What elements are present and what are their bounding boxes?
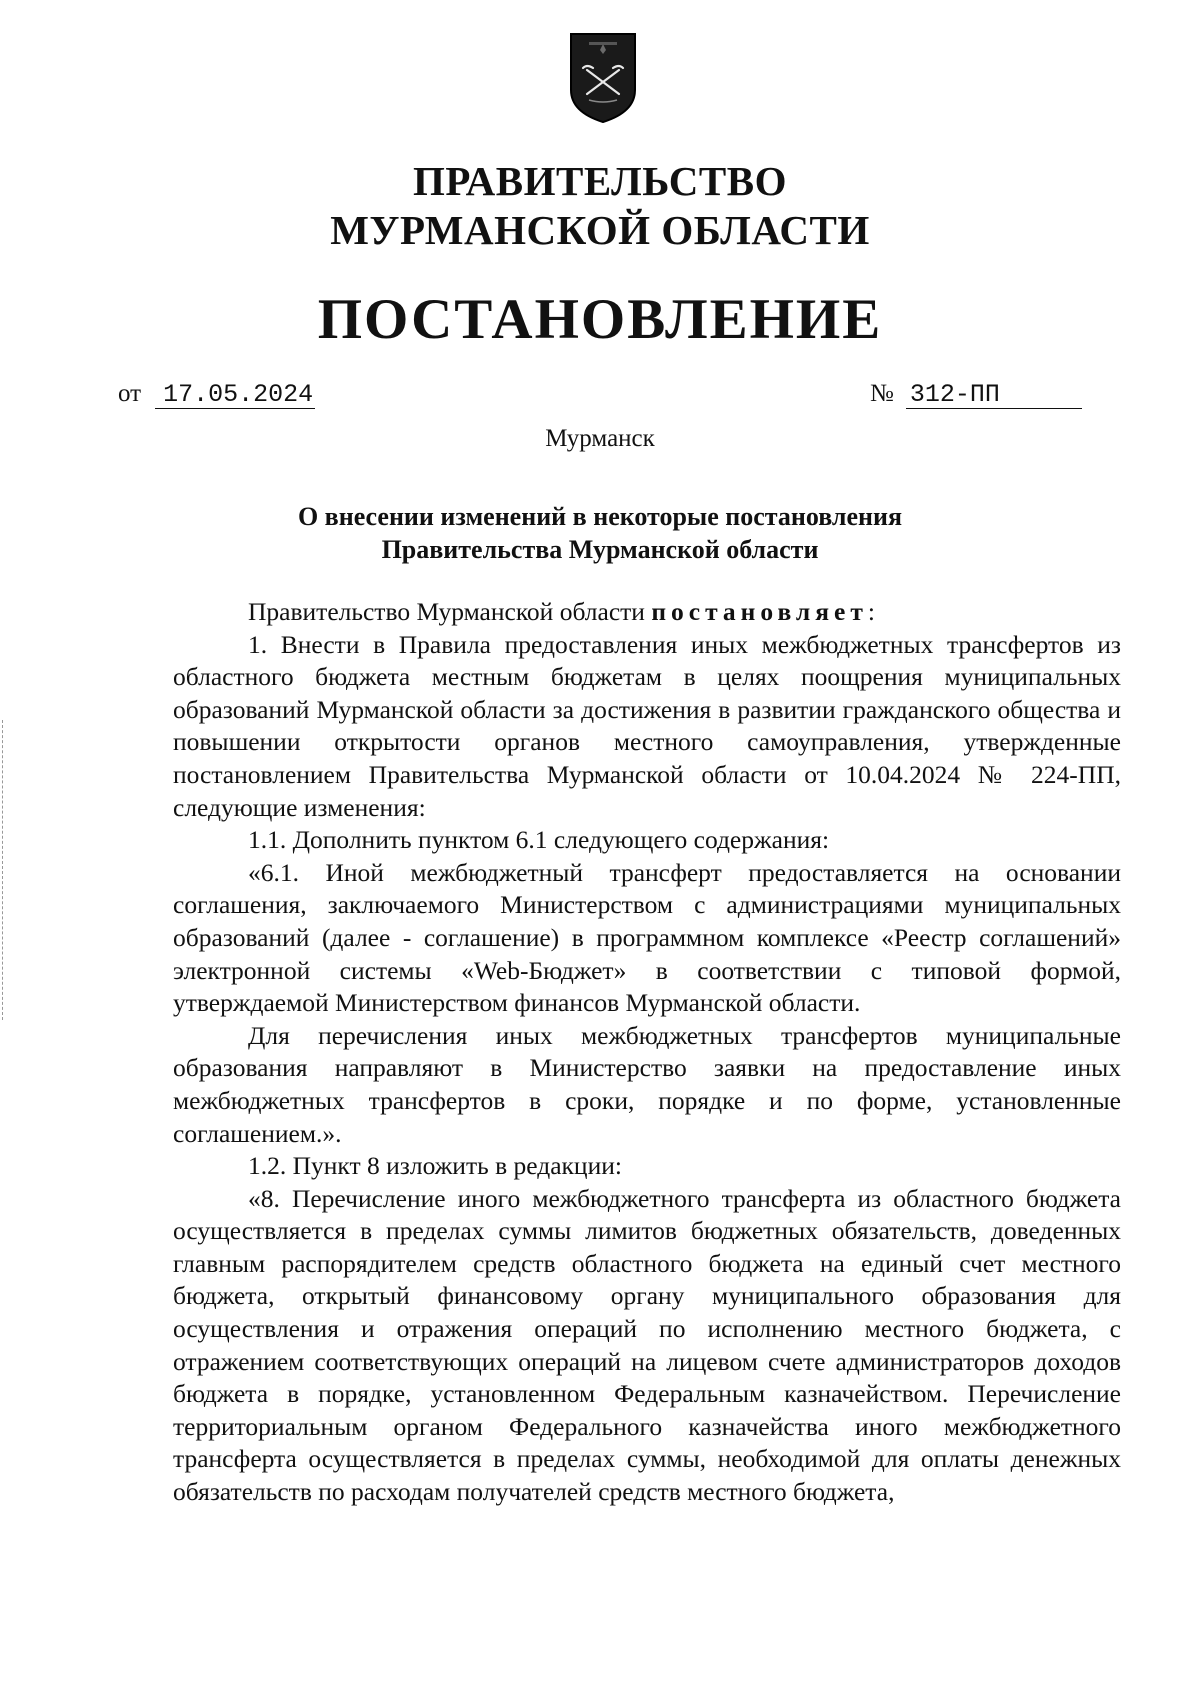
document-number-field <box>870 380 1082 409</box>
org-name-line1: ПРАВИТЕЛЬСТВО <box>412 158 788 204</box>
subject-line1: О внесении изменений в некоторые постановления <box>297 502 903 531</box>
paragraph-1-1: 1.1. Дополнить пунктом 6.1 следующего содержания: <box>248 825 830 855</box>
date-label: от <box>118 380 142 407</box>
intro-paragraph <box>173 596 1121 629</box>
intro-suffix: : <box>867 597 875 626</box>
paragraph-1: 1. Внести в Правила предоставления иных межбюджетных трансфертов из областного бюджета местным бюджетам в целях поощрения муниципальных образований Мурманской области за достижения в развитии гражданского общества и повышении открытости органов местного самоуправления, утвержденные постановлением Правительства Мурманской области от 10.04.2024 № 224-ПП, следующие изменения: <box>173 629 1121 822</box>
scan-margin-mark <box>2 720 4 1020</box>
intro-spaced-verb: постановляет <box>651 597 868 626</box>
org-name-line2: МУРМАНСКОЙ ОБЛАСТИ <box>330 207 870 253</box>
paragraph-1-2: 1.2. Пункт 8 изложить в редакции: <box>248 1151 622 1181</box>
subject-line2: Правительства Мурманской области <box>381 535 819 564</box>
document-body <box>173 596 1121 1509</box>
paragraph-8: «8. Перечисление иного межбюджетного трансферта из областного бюджета осуществляется в пределах суммы лимитов бюджетных обязательств, доведенных главным распорядителем средств областного бюджета на единый счет местного бюджета, открытый финансовому органу муниципального образования для осуществления и отражения операций по исполнению местного бюджета, с отражением соответствующих операций на лицевом счете администраторов доходов бюджета в порядке, установленном Федеральным казначейством. Перечисление территориальным органом Федерального казначейства иного межбюджетного трансферта осуществляется в пределах суммы, необходимой для оплаты денежных обязательств по расходам получателей средств местного бюджета, <box>173 1183 1121 1507</box>
city-name: Мурманск <box>545 425 655 452</box>
paragraph-6-1: «6.1. Иной межбюджетный трансферт предоставляется на основании соглашения, заключаемого Министерством с администрациями муниципальных образований (далее - соглашение) в программном комплексе «Реестр соглашений» электронной системы «Web-Бюджет» в соответствии с типовой формой, утверждаемой Министерством финансов Мурманской области. <box>173 857 1121 1018</box>
document-type-title: ПОСТАНОВЛЕНИЕ <box>317 288 883 351</box>
number-value: 312-ПП <box>906 382 1082 409</box>
paragraph-transfer-requests: Для перечисления иных межбюджетных трансфертов муниципальные образования направляют в Министерство заявки на предоставление иных межбюджетных трансфертов в сроки, порядке и по форме, установленные соглашением.». <box>173 1020 1121 1148</box>
date-value: 17.05.2024 <box>155 382 315 409</box>
intro-prefix: Правительство Мурманской области <box>248 597 652 626</box>
date-field <box>118 380 315 409</box>
number-label: № <box>870 380 894 407</box>
coat-of-arms-icon <box>565 30 641 126</box>
